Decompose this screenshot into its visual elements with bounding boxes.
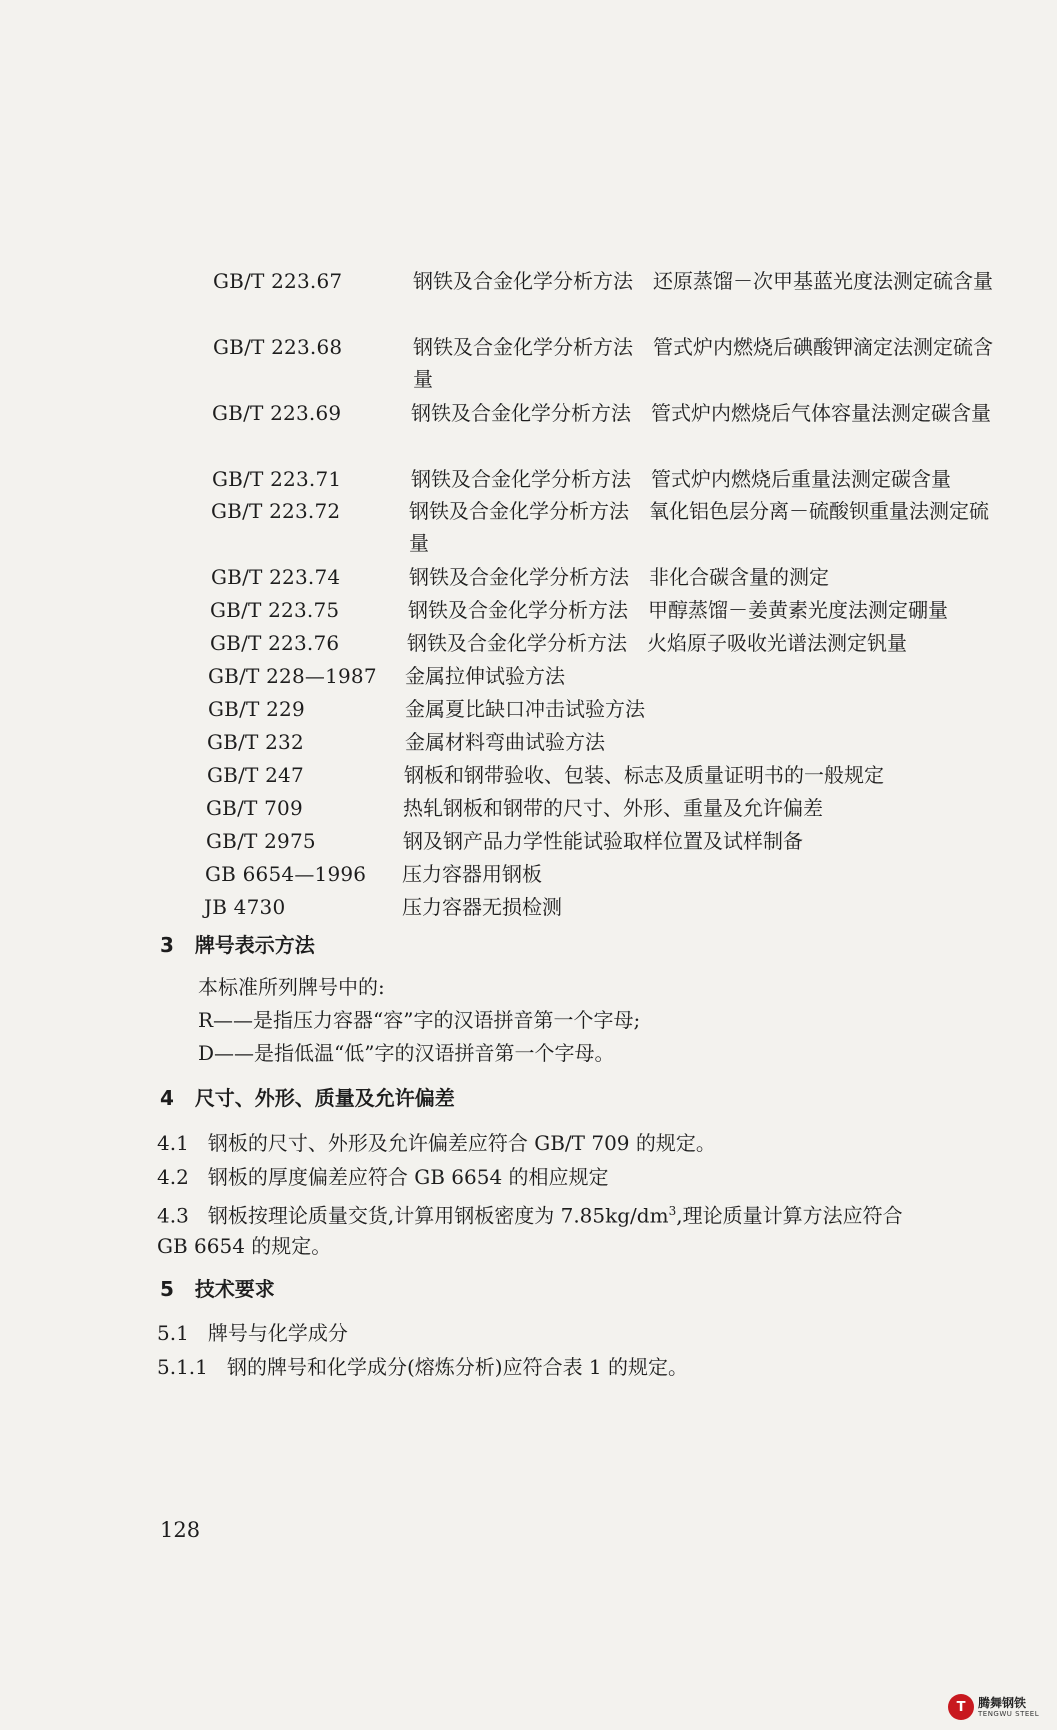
clause-text: ,理论质量计算方法应符合 bbox=[676, 1203, 903, 1228]
section-title: 牌号表示方法 bbox=[194, 933, 315, 957]
reference-code: GB/T 247 bbox=[207, 763, 304, 787]
reference-title: 压力容器无损检测 bbox=[402, 895, 562, 919]
clause-5-1-1 bbox=[157, 1352, 688, 1382]
section-3-intro: 本标准所列牌号中的: bbox=[198, 975, 385, 999]
section-title: 技术要求 bbox=[194, 1277, 275, 1301]
reference-item bbox=[0, 759, 1057, 791]
reference-code: GB/T 2975 bbox=[206, 829, 316, 853]
reference-item bbox=[0, 397, 1057, 461]
reference-title: 钢铁及合金化学分析方法 氧化铝色层分离－硫酸钡重量法测定硫量 bbox=[409, 499, 989, 555]
reference-code: GB/T 223.76 bbox=[210, 631, 340, 655]
clause-number: 4.3 bbox=[157, 1203, 189, 1228]
reference-code: GB/T 709 bbox=[206, 796, 303, 820]
reference-title: 钢板和钢带验收、包装、标志及质量证明书的一般规定 bbox=[404, 763, 884, 787]
clause-number: 5.1 bbox=[157, 1321, 189, 1345]
reference-item bbox=[0, 331, 1057, 395]
page-number: 128 bbox=[160, 1518, 201, 1542]
reference-title: 金属拉伸试验方法 bbox=[405, 664, 565, 688]
reference-item bbox=[0, 792, 1057, 824]
logo-text bbox=[978, 1697, 1039, 1718]
reference-item bbox=[0, 891, 1057, 923]
clause-4-3 bbox=[157, 1196, 903, 1231]
section-number: 3 bbox=[160, 933, 174, 957]
reference-title: 钢铁及合金化学分析方法 火焰原子吸收光谱法测定钒量 bbox=[407, 631, 907, 655]
clause-text: 钢板的尺寸、外形及允许偏差应符合 GB/T 709 的规定。 bbox=[207, 1131, 716, 1155]
section-number: 5 bbox=[160, 1277, 174, 1301]
reference-item bbox=[0, 594, 1057, 626]
reference-title: 金属材料弯曲试验方法 bbox=[405, 730, 605, 754]
section-5-heading bbox=[160, 1274, 275, 1304]
reference-item bbox=[0, 660, 1057, 692]
reference-title: 钢铁及合金化学分析方法 管式炉内燃烧后碘酸钾滴定法测定硫含量 bbox=[413, 335, 993, 391]
section-3-d-definition: D——是指低温“低”字的汉语拼音第一个字母。 bbox=[198, 1041, 615, 1065]
clause-4-1 bbox=[157, 1128, 716, 1158]
reference-code: JB 4730 bbox=[204, 895, 286, 919]
logo-chinese-name: 腾舞钢铁 bbox=[978, 1695, 1027, 1710]
reference-code: GB/T 223.75 bbox=[210, 598, 340, 622]
clause-5-1 bbox=[157, 1318, 348, 1348]
reference-code: GB/T 223.69 bbox=[212, 401, 342, 425]
superscript: 3 bbox=[668, 1204, 677, 1218]
reference-code: GB/T 229 bbox=[208, 697, 305, 721]
reference-item bbox=[0, 463, 1057, 495]
reference-item bbox=[0, 858, 1057, 890]
clause-4-3-continued: GB 6654 的规定。 bbox=[157, 1234, 332, 1258]
reference-item bbox=[0, 693, 1057, 725]
reference-code: GB/T 228—1987 bbox=[208, 664, 377, 688]
reference-item bbox=[0, 265, 1057, 329]
reference-code: GB 6654—1996 bbox=[205, 862, 367, 886]
reference-item bbox=[0, 495, 1057, 559]
reference-title: 钢铁及合金化学分析方法 管式炉内燃烧后重量法测定碳含量 bbox=[411, 467, 951, 491]
reference-title: 金属夏比缺口冲击试验方法 bbox=[405, 697, 645, 721]
section-3-heading bbox=[160, 930, 315, 960]
reference-item bbox=[0, 627, 1057, 659]
reference-title: 钢及钢产品力学性能试验取样位置及试样制备 bbox=[403, 829, 803, 853]
section-title: 尺寸、外形、质量及允许偏差 bbox=[194, 1086, 455, 1110]
reference-code: GB/T 223.67 bbox=[213, 269, 343, 293]
clause-text: 牌号与化学成分 bbox=[207, 1321, 348, 1345]
clause-number: 5.1.1 bbox=[157, 1355, 208, 1379]
reference-code: GB/T 223.74 bbox=[211, 565, 341, 589]
reference-title: 热轧钢板和钢带的尺寸、外形、重量及允许偏差 bbox=[403, 796, 823, 820]
section-number: 4 bbox=[160, 1086, 174, 1110]
reference-item bbox=[0, 825, 1057, 857]
reference-item bbox=[0, 726, 1057, 758]
reference-title: 钢铁及合金化学分析方法 非化合碳含量的测定 bbox=[409, 565, 829, 589]
reference-code: GB/T 223.68 bbox=[213, 335, 343, 359]
logo-mark-icon bbox=[948, 1694, 974, 1720]
reference-title: 钢铁及合金化学分析方法 甲醇蒸馏－姜黄素光度法测定硼量 bbox=[408, 598, 948, 622]
section-4-heading bbox=[160, 1083, 455, 1113]
clause-text: 钢板的厚度偏差应符合 GB 6654 的相应规定 bbox=[207, 1165, 609, 1189]
clause-4-2 bbox=[157, 1162, 609, 1192]
reference-title: 钢铁及合金化学分析方法 管式炉内燃烧后气体容量法测定碳含量 bbox=[411, 401, 991, 425]
logo-english-name: TENGWU STEEL bbox=[978, 1709, 1040, 1718]
clause-text: 钢的牌号和化学成分(熔炼分析)应符合表 1 的规定。 bbox=[226, 1355, 689, 1379]
reference-code: GB/T 232 bbox=[207, 730, 304, 754]
logo-mark-letter: T bbox=[956, 1699, 966, 1715]
clause-number: 4.2 bbox=[157, 1165, 189, 1189]
reference-code: GB/T 223.72 bbox=[211, 499, 341, 523]
clause-number: 4.1 bbox=[157, 1131, 189, 1155]
section-3-r-definition: R——是指压力容器“容”字的汉语拼音第一个字母; bbox=[198, 1008, 641, 1032]
clause-text: 钢板按理论质量交货,计算用钢板密度为 7.85kg/dm bbox=[207, 1203, 669, 1228]
reference-title: 压力容器用钢板 bbox=[402, 862, 542, 886]
reference-code: GB/T 223.71 bbox=[212, 467, 342, 491]
reference-item bbox=[0, 561, 1057, 593]
reference-title: 钢铁及合金化学分析方法 还原蒸馏－次甲基蓝光度法测定硫含量 bbox=[413, 269, 993, 293]
watermark-logo bbox=[948, 1688, 1056, 1726]
